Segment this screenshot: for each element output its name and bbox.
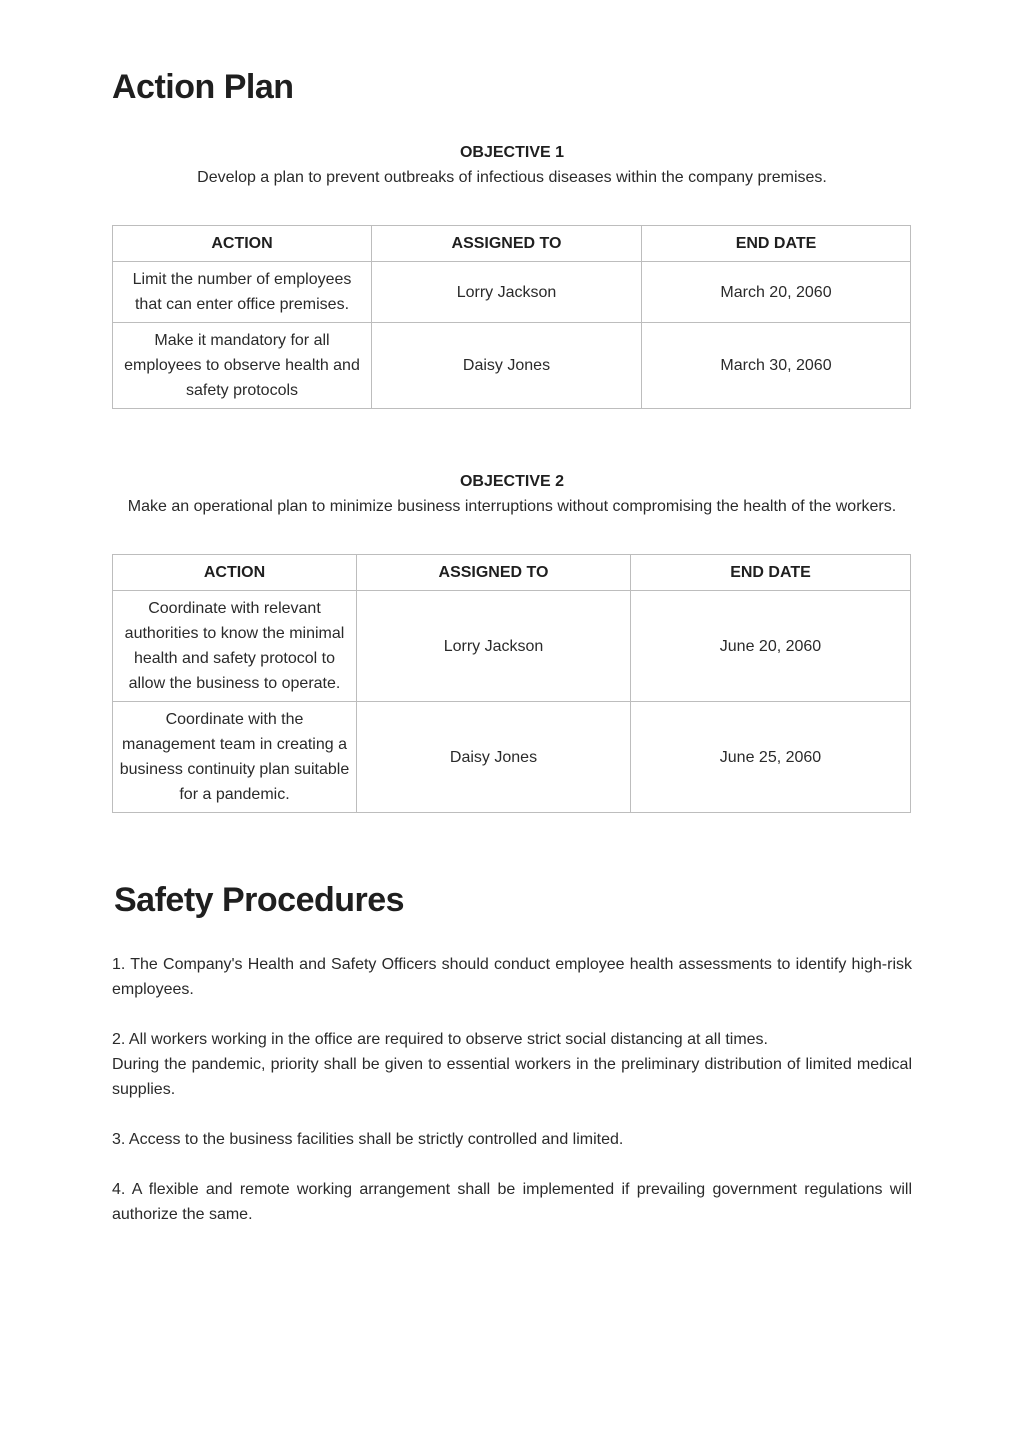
column-header-assigned-to: ASSIGNED TO: [357, 555, 631, 591]
end-date-cell: June 25, 2060: [631, 702, 911, 813]
procedure-item: 4. A flexible and remote working arrangement shall be implemented if prevailing government regulations will authorize the same.: [112, 1181, 912, 1223]
procedure-note: During the pandemic, priority shall be given to essential workers in the preliminary distribution of limited medical supplies.: [112, 1056, 912, 1098]
objective-2-label: OBJECTIVE 2: [459, 473, 565, 490]
column-header-action: ACTION: [113, 226, 372, 262]
objective-2: [112, 469, 912, 519]
objective-1: [112, 140, 912, 190]
objective-1-label: OBJECTIVE 1: [459, 144, 565, 161]
assigned-to-cell: Lorry Jackson: [372, 262, 642, 323]
objective-2-table: [112, 554, 911, 813]
column-header-assigned-to: ASSIGNED TO: [372, 226, 642, 262]
table-row: [113, 323, 911, 409]
assigned-to-cell: Lorry Jackson: [357, 591, 631, 702]
safety-procedures-title: Safety Procedures: [114, 881, 405, 919]
action-cell: Coordinate with relevant authorities to know the minimal health and safety protocol to allow the business to operate.: [113, 591, 357, 702]
table-row: [113, 702, 911, 813]
objective-1-table: [112, 225, 911, 409]
end-date-cell: March 30, 2060: [642, 323, 911, 409]
column-header-end-date: END DATE: [642, 226, 911, 262]
safety-procedures-list: [112, 952, 912, 1252]
procedure-item: 1. The Company's Health and Safety Officers should conduct employee health assessments to identify high-risk employees.: [112, 956, 912, 998]
column-header-action: ACTION: [113, 555, 357, 591]
procedure-item: 2. All workers working in the office are required to observe strict social distancing at all times.: [112, 1031, 768, 1048]
table-row: [113, 262, 911, 323]
objective-1-description: Develop a plan to prevent outbreaks of infectious diseases within the company premises.: [197, 169, 827, 186]
assigned-to-cell: Daisy Jones: [357, 702, 631, 813]
action-cell: Limit the number of employees that can enter office premises.: [113, 262, 372, 323]
action-cell: Make it mandatory for all employees to observe health and safety protocols: [113, 323, 372, 409]
procedure-item: 3. Access to the business facilities shall be strictly controlled and limited.: [112, 1131, 624, 1148]
table-header-row: [113, 555, 911, 591]
end-date-cell: March 20, 2060: [642, 262, 911, 323]
assigned-to-cell: Daisy Jones: [372, 323, 642, 409]
column-header-end-date: END DATE: [631, 555, 911, 591]
action-plan-title: Action Plan: [112, 68, 294, 106]
objective-2-description: Make an operational plan to minimize business interruptions without compromising the health of the workers.: [127, 498, 897, 515]
end-date-cell: June 20, 2060: [631, 591, 911, 702]
table-row: [113, 591, 911, 702]
table-header-row: [113, 226, 911, 262]
action-cell: Coordinate with the management team in creating a business continuity plan suitable for a pandemic.: [113, 702, 357, 813]
